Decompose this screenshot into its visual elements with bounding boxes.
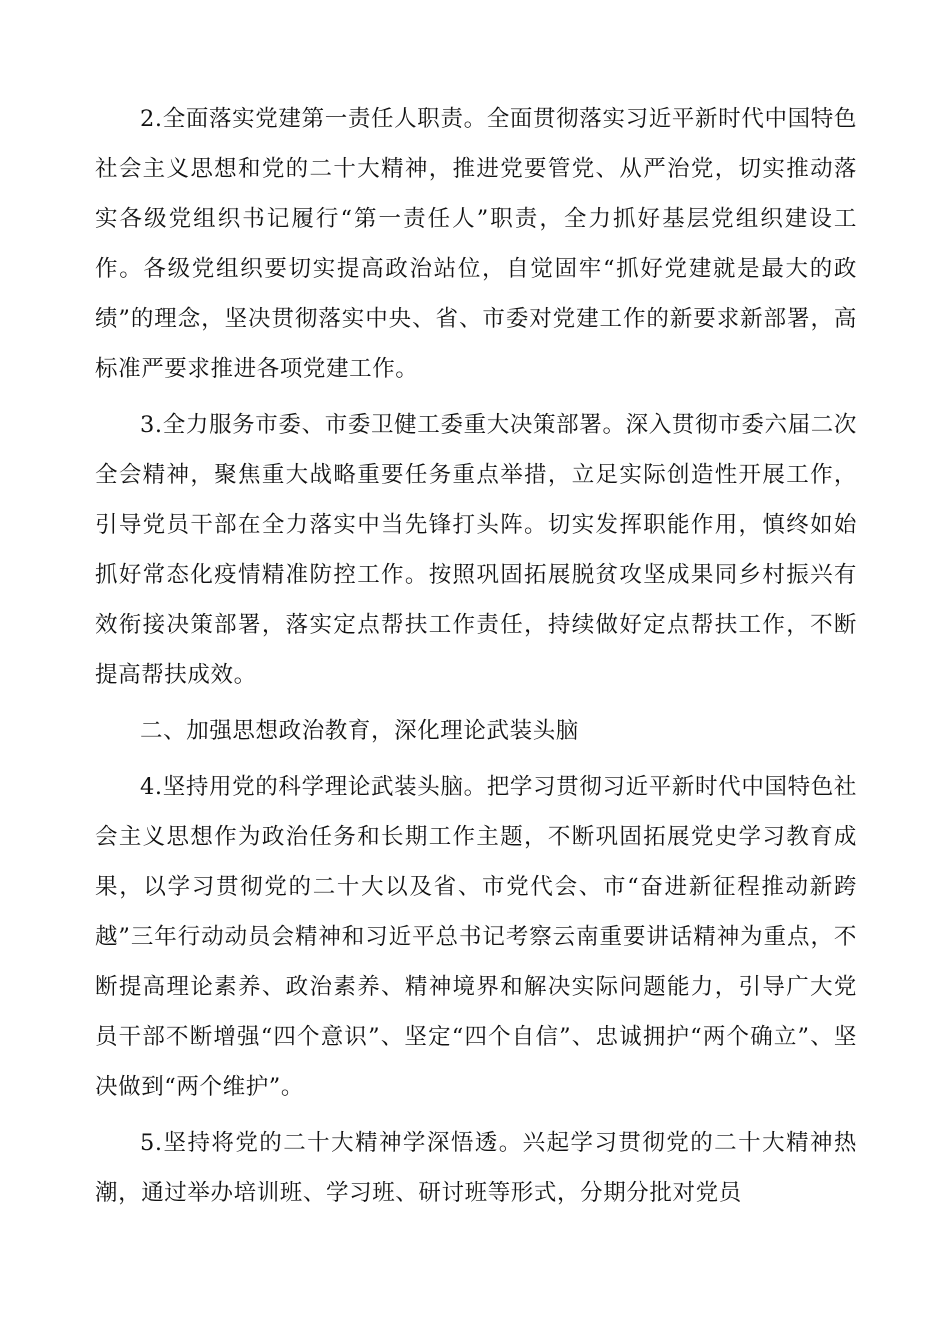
paragraph-item-3: 3.全力服务市委、市委卫健工委重大决策部署。深入贯彻市委六届二次全会精神，聚焦重大战略重要任务重点举措，立足实际创造性开展工作，引导党员干部在全力落实中当先锋打头阵。切实发挥职能作用，慎终如始抓好常态化疫情精准防控工作。按照巩固拓展脱贫攻坚成果同乡村振兴有效衔接决策部署，落实定点帮扶工作责任，持续做好定点帮扶工作，不断提高帮扶成效。	[95, 412, 857, 688]
section-heading-2: 二、加强思想政治教育，深化理论武装头脑	[140, 718, 579, 744]
paragraph-item-4: 4.坚持用党的科学理论武装头脑。把学习贯彻习近平新时代中国特色社会主义思想作为政治任务和长期工作主题，不断巩固拓展党史学习教育成果，以学习贯彻党的二十大以及省、市党代会、市“奋进新征程推动新跨越”三年行动动员会精神和习近平总书记考察云南重要讲话精神为重点，不断提高理论素养、政治素养、精神境界和解决实际问题能力，引导广大党员干部不断增强“四个意识”、坚定“四个自信”、忠诚拥护“两个确立”、坚决做到“两个维护”。	[95, 774, 857, 1100]
paragraph-item-5: 5.坚持将党的二十大精神学深悟透。兴起学习贯彻党的二十大精神热潮，通过举办培训班、学习班、研讨班等形式，分期分批对党员	[95, 1130, 857, 1206]
document-page	[95, 94, 857, 1224]
paragraph-item-2: 2.全面落实党建第一责任人职责。全面贯彻落实习近平新时代中国特色社会主义思想和党的二十大精神，推进党要管党、从严治党，切实推动落实各级党组织书记履行“第一责任人”职责，全力抓好基层党组织建设工作。各级党组织要切实提高政治站位，自觉固牢“抓好党建就是最大的政绩”的理念，坚决贯彻落实中央、省、市委对党建工作的新要求新部署，高标准严要求推进各项党建工作。	[95, 106, 857, 382]
